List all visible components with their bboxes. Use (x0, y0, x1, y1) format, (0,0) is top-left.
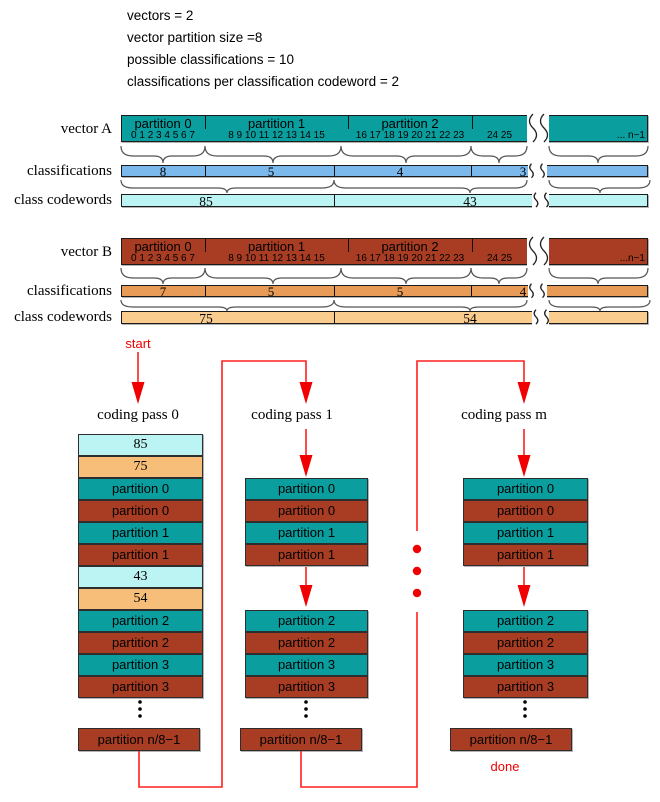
divider (205, 239, 206, 252)
pass0-box: partition 1 (78, 522, 203, 544)
vector-a-codewords-label: class codewords (14, 192, 112, 208)
pass0-box: 75 (78, 456, 203, 478)
passm-box: partition 0 (463, 478, 588, 500)
divider (334, 286, 335, 296)
param-partition-size: vector partition size =8 (127, 30, 263, 45)
codeword-value: 43 (463, 194, 477, 209)
divider (205, 166, 206, 176)
pass0-box: partition 0 (78, 478, 203, 500)
passm-box: partition 1 (463, 544, 588, 566)
classification-value: 7 (159, 284, 167, 299)
vector-b-tail: ...n−1 (619, 253, 645, 264)
passm-box: partition 0 (463, 500, 588, 522)
divider (205, 286, 206, 296)
passm-box: partition 2 (463, 632, 588, 654)
classification-value: 4 (396, 164, 404, 179)
classification-value: 5 (396, 284, 404, 299)
classification-value: 4 (519, 284, 527, 299)
vector-b-partition-2: partition 2 (381, 239, 439, 254)
param-class-per-codeword: classifications per classification codeword = 2 (127, 74, 400, 89)
divider (471, 286, 472, 296)
passm-box: partition 3 (463, 676, 588, 698)
pass0-box: partition 3 (78, 676, 203, 698)
vector-a-partition-0: partition 0 (134, 116, 192, 131)
pass1-box: partition 2 (245, 610, 368, 632)
vector-b-indices-0: 0 1 2 3 4 5 6 7 (131, 253, 195, 264)
codeword-value: 85 (199, 194, 213, 209)
vector-b-indices-2: 16 17 18 19 20 21 22 23 (355, 253, 465, 264)
passm-box: partition 1 (463, 522, 588, 544)
vector-b-indices-1: 8 9 10 11 12 13 14 15 (228, 253, 325, 264)
divider (205, 116, 206, 129)
pass0-box: partition 3 (78, 654, 203, 676)
vector-a-classifications-label: classifications (27, 163, 112, 179)
pass1-box: partition 1 (245, 544, 368, 566)
pass0-final-box: partition n/8−1 (78, 728, 200, 751)
divider (471, 166, 472, 176)
vector-a-partition-1: partition 1 (247, 116, 306, 131)
vector-b-codewords-label: class codewords (14, 309, 112, 325)
pass1-box: partition 3 (245, 676, 368, 698)
vector-a-partition-2: partition 2 (381, 116, 439, 131)
pass1-box: partition 2 (245, 632, 368, 654)
vector-a-indices-0: 0 1 2 3 4 5 6 7 (131, 130, 195, 141)
divider (334, 166, 335, 176)
pass1-box: partition 3 (245, 654, 368, 676)
pass1-final-box: partition n/8−1 (240, 728, 362, 751)
divider (348, 239, 349, 252)
param-vectors: vectors = 2 (127, 8, 194, 23)
param-classifications: possible classifications = 10 (127, 52, 294, 67)
pass1-box: partition 0 (245, 500, 368, 522)
pass0-box: partition 1 (78, 544, 203, 566)
vector-b-partition-0: partition 0 (134, 239, 192, 254)
vector-a-classifications-bar (121, 165, 648, 177)
divider (334, 195, 335, 206)
classification-value: 3 (519, 164, 527, 179)
vector-a-indices-2: 16 17 18 19 20 21 22 23 (355, 130, 465, 141)
passm-box: partition 2 (463, 610, 588, 632)
classification-value: 5 (267, 284, 275, 299)
classification-value: 8 (159, 164, 167, 179)
vector-a-label: vector A (60, 121, 112, 137)
divider (334, 312, 335, 323)
start-label: start (125, 336, 151, 351)
passm-final-box: partition n/8−1 (450, 728, 572, 751)
pass1-box: partition 0 (245, 478, 368, 500)
coding-pass-1-label: coding pass 1 (251, 407, 333, 423)
codeword-value: 75 (199, 311, 213, 326)
vector-a-indices-3: 24 25 (486, 130, 513, 141)
codeword-value: 54 (463, 311, 477, 326)
vector-b-classifications-bar (121, 285, 648, 297)
pass0-box: 54 (78, 588, 203, 610)
done-label: done (490, 759, 520, 774)
classification-value: 5 (267, 164, 275, 179)
coding-pass-m-label: coding pass m (461, 407, 547, 423)
vector-b-label: vector B (60, 244, 112, 260)
divider (472, 116, 473, 129)
vector-b-classifications-label: classifications (27, 283, 112, 299)
vector-a-tail: ... n−1 (616, 130, 645, 141)
pass0-box: 85 (78, 434, 203, 456)
pass1-box: partition 1 (245, 522, 368, 544)
divider (348, 116, 349, 129)
passm-box: partition 3 (463, 654, 588, 676)
pass0-box: partition 2 (78, 610, 203, 632)
vector-b-indices-3: 24 25 (486, 253, 513, 264)
pass0-box: 43 (78, 566, 203, 588)
coding-pass-0-label: coding pass 0 (97, 407, 179, 423)
pass0-box: partition 2 (78, 632, 203, 654)
vector-b-partition-1: partition 1 (247, 239, 306, 254)
pass0-box: partition 0 (78, 500, 203, 522)
vector-a-indices-1: 8 9 10 11 12 13 14 15 (228, 130, 325, 141)
divider (472, 239, 473, 252)
